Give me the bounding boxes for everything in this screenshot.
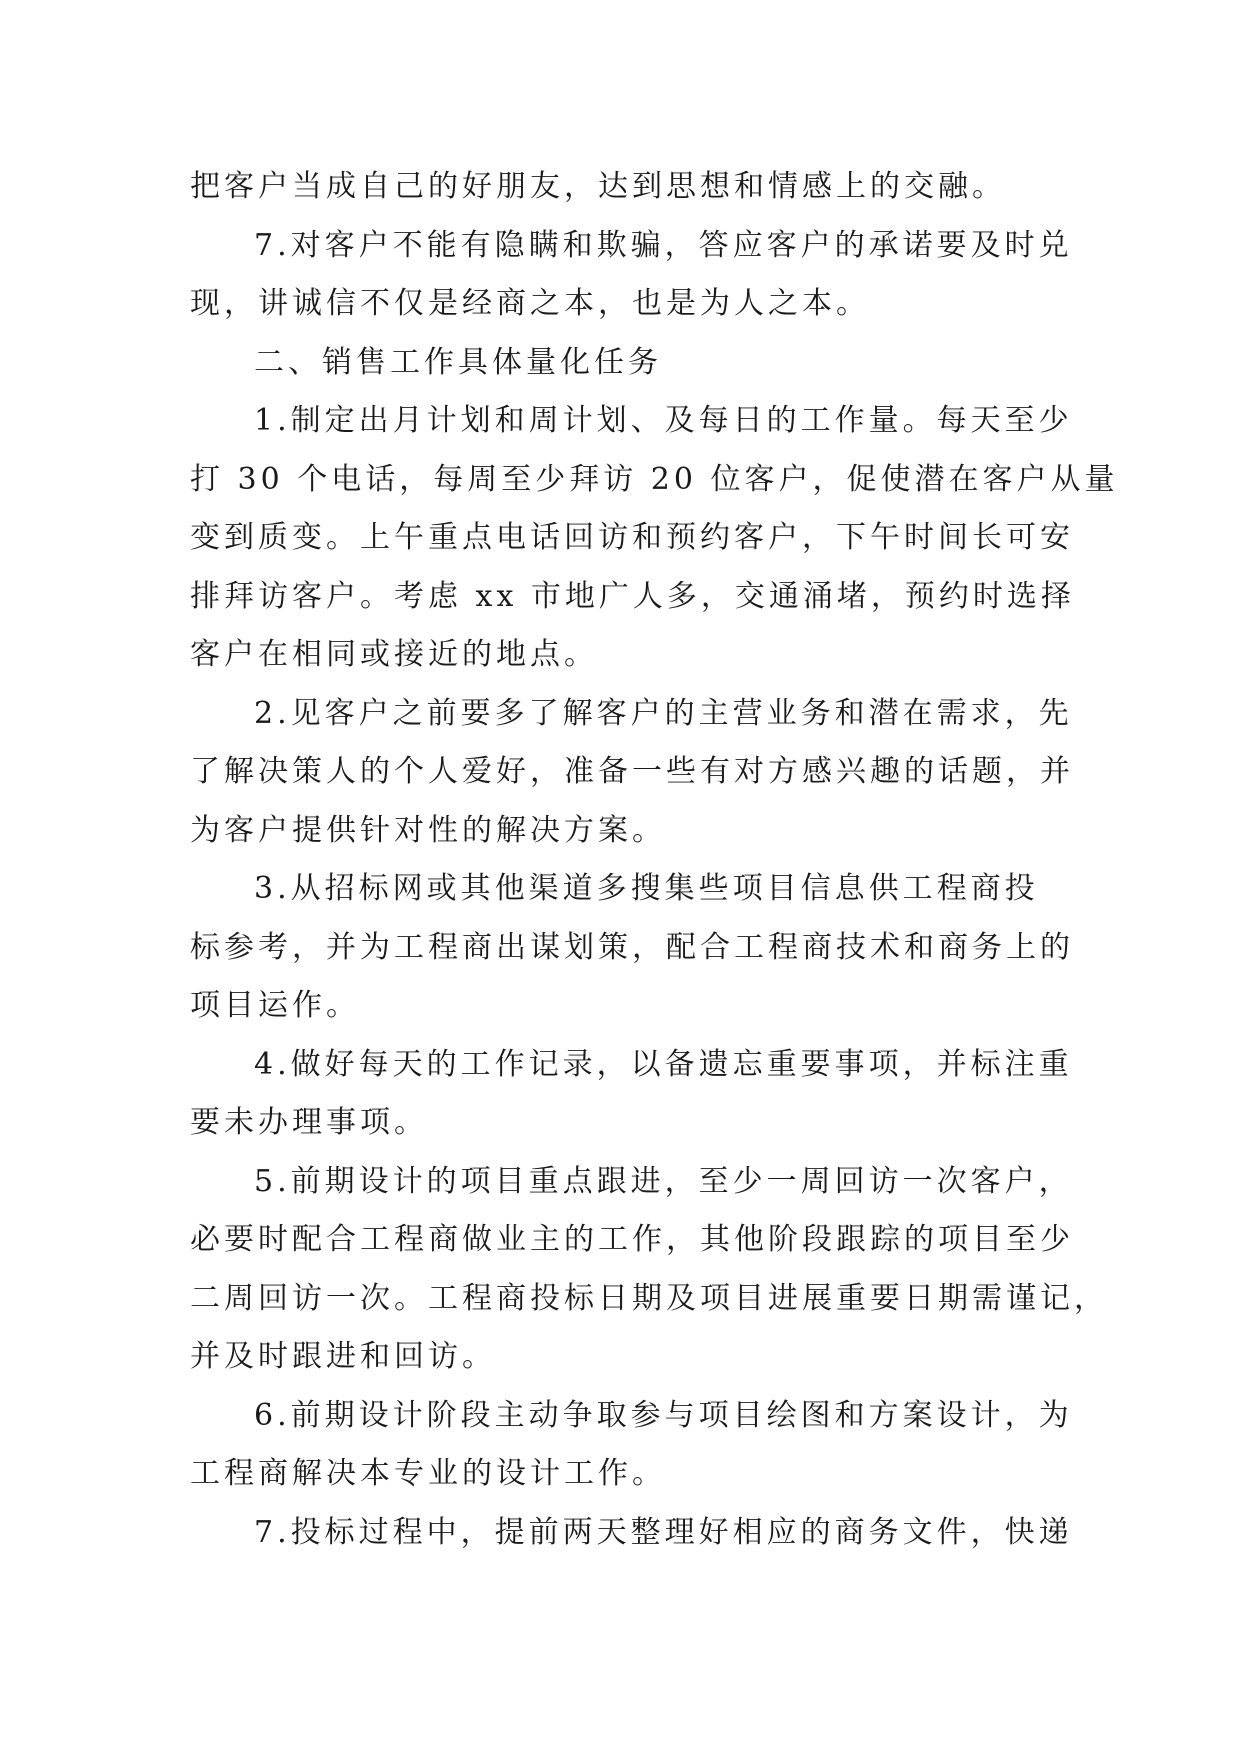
text-line: 变到质变。上午重点电话回访和预约客户，下午时间长可安 bbox=[190, 520, 1074, 555]
paragraph bbox=[190, 685, 1074, 861]
text-line: 6.前期设计阶段主动争取参与项目绘图和方案设计，为 bbox=[254, 1397, 1073, 1433]
text-line: 1.制定出月计划和周计划、及每日的工作量。每天至少 bbox=[254, 403, 1073, 438]
text-line: 7.对客户不能有隐瞒和欺骗，答应客户的承诺要及时兑 bbox=[254, 227, 1073, 263]
paragraph bbox=[190, 334, 1060, 393]
paragraph bbox=[190, 1153, 1108, 1387]
text-line: 2.见客户之前要多了解客户的主营业务和潜在需求，先 bbox=[254, 695, 1073, 731]
paragraph bbox=[190, 860, 1074, 1036]
paragraph bbox=[190, 1504, 1073, 1563]
text-line: 必要时配合工程商做业主的工作，其他阶段跟踪的项目至少 bbox=[190, 1222, 1074, 1257]
text-line: 现，讲诚信不仅是经商之本，也是为人之本。 bbox=[190, 286, 870, 321]
text-line: 工程商解决本专业的设计工作。 bbox=[190, 1456, 666, 1491]
text-line: 标参考，并为工程商出谋划策，配合工程商技术和商务上的 bbox=[190, 929, 1074, 965]
paragraph bbox=[190, 217, 1073, 334]
text-line: 5.前期设计的项目重点跟进，至少一周回访一次客户， bbox=[254, 1163, 1073, 1199]
text-line: 为客户提供针对性的解决方案。 bbox=[190, 812, 666, 848]
text-line: 打 30 个电话，每周至少拜访 20 位客户，促使潜在客户从量 bbox=[190, 461, 1119, 497]
text-line: 客户在相同或接近的地点。 bbox=[190, 637, 598, 672]
text-line: 并及时跟进和回访。 bbox=[190, 1339, 496, 1374]
paragraph bbox=[190, 392, 1119, 685]
text-line: 3.从招标网或其他渠道多搜集些项目信息供工程商投 bbox=[254, 871, 1039, 906]
text-line: 4.做好每天的工作记录，以备遗忘重要事项，并标注重 bbox=[254, 1046, 1073, 1082]
document-body bbox=[190, 158, 1119, 1562]
text-line: 排拜访客户。考虑 xx 市地广人多，交通涌堵，预约时选择 bbox=[190, 578, 1075, 614]
text-line: 二、销售工作具体量化任务 bbox=[254, 344, 662, 380]
paragraph bbox=[190, 158, 1060, 217]
text-line: 了解决策人的个人爱好，准备一些有对方感兴趣的话题，并 bbox=[190, 754, 1074, 789]
text-line: 要未办理事项。 bbox=[190, 1105, 428, 1140]
paragraph bbox=[190, 1387, 1073, 1504]
text-line: 把客户当成自己的好朋友，达到思想和情感上的交融。 bbox=[190, 169, 1006, 204]
text-line: 7.投标过程中，提前两天整理好相应的商务文件，快递 bbox=[254, 1514, 1073, 1550]
paragraph bbox=[190, 1036, 1073, 1153]
text-line: 二周回访一次。工程商投标日期及项目进展重要日期需谨记， bbox=[190, 1280, 1108, 1316]
text-line: 项目运作。 bbox=[190, 988, 360, 1023]
